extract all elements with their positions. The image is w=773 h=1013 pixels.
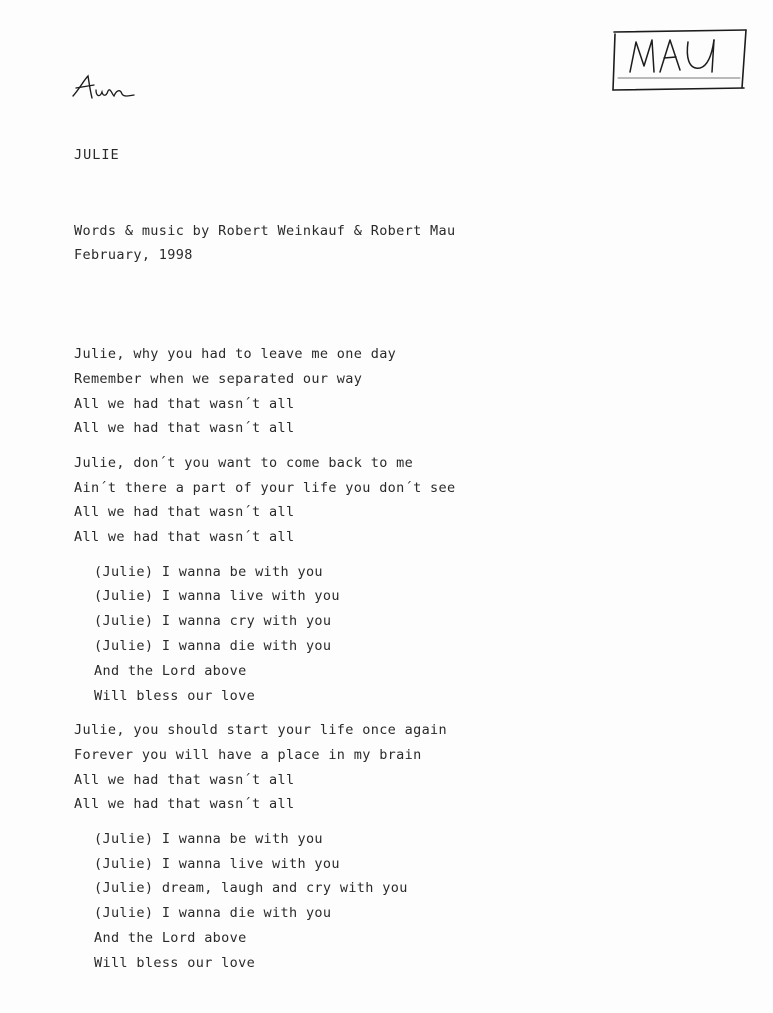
lyric-line: All we had that wasn´t all <box>74 529 295 546</box>
lyric-line: All we had that wasn´t all <box>74 420 295 437</box>
lyric-line: Julie, why you had to leave me one day <box>74 346 397 362</box>
stanza-3 <box>74 718 456 817</box>
lyric-line: (Julie) I wanna be with you <box>94 830 323 847</box>
credits-authors: Words & music by Robert Weinkauf & Robert Mau <box>74 223 456 239</box>
lyric-line: Will bless our love <box>94 687 256 704</box>
handwritten-initials <box>70 72 142 106</box>
lyric-line: Remember when we separated our way <box>74 370 363 387</box>
chorus-2 <box>74 827 456 976</box>
lyric-line: (Julie) I wanna cry with you <box>94 613 332 630</box>
lyric-line: Ain´t there a part of your life you don´t see <box>74 479 456 496</box>
lyric-line: And the Lord above <box>94 662 247 679</box>
handwritten-stamp <box>608 26 752 96</box>
lyric-line: All we had that wasn´t all <box>74 796 295 813</box>
lyric-line: Forever you will have a place in my brain <box>74 746 422 763</box>
lyric-line: (Julie) I wanna be with you <box>94 563 323 580</box>
stanza-gap <box>74 817 456 827</box>
lyric-line: Will bless our love <box>94 954 256 971</box>
credits-date: February, 1998 <box>74 247 193 263</box>
lyric-line: All we had that wasn´t all <box>74 771 295 788</box>
handwritten-initials-icon <box>70 72 142 106</box>
stamp-box-icon <box>608 26 752 96</box>
stanza-2 <box>74 451 456 550</box>
lyric-line: (Julie) I wanna live with you <box>94 588 340 605</box>
lyric-line: And the Lord above <box>94 929 247 946</box>
lyrics <box>74 342 456 976</box>
lyric-line: (Julie) I wanna live with you <box>94 855 340 872</box>
stanza-1 <box>74 342 456 441</box>
lyric-line: All we had that wasn´t all <box>74 395 295 412</box>
lyric-line: All we had that wasn´t all <box>74 504 295 521</box>
stanza-gap <box>74 708 456 718</box>
lyric-line: Julie, you should start your life once again <box>74 721 448 738</box>
lyric-line: (Julie) I wanna die with you <box>94 637 332 654</box>
chorus-1 <box>74 560 456 709</box>
stanza-gap <box>74 550 456 560</box>
lyric-line: (Julie) I wanna die with you <box>94 905 332 922</box>
song-credits <box>74 219 456 267</box>
stanza-gap <box>74 441 456 451</box>
lyric-line: (Julie) dream, laugh and cry with you <box>94 880 408 897</box>
lyric-line: Julie, don´t you want to come back to me <box>74 454 414 471</box>
song-title: JULIE <box>74 147 120 163</box>
